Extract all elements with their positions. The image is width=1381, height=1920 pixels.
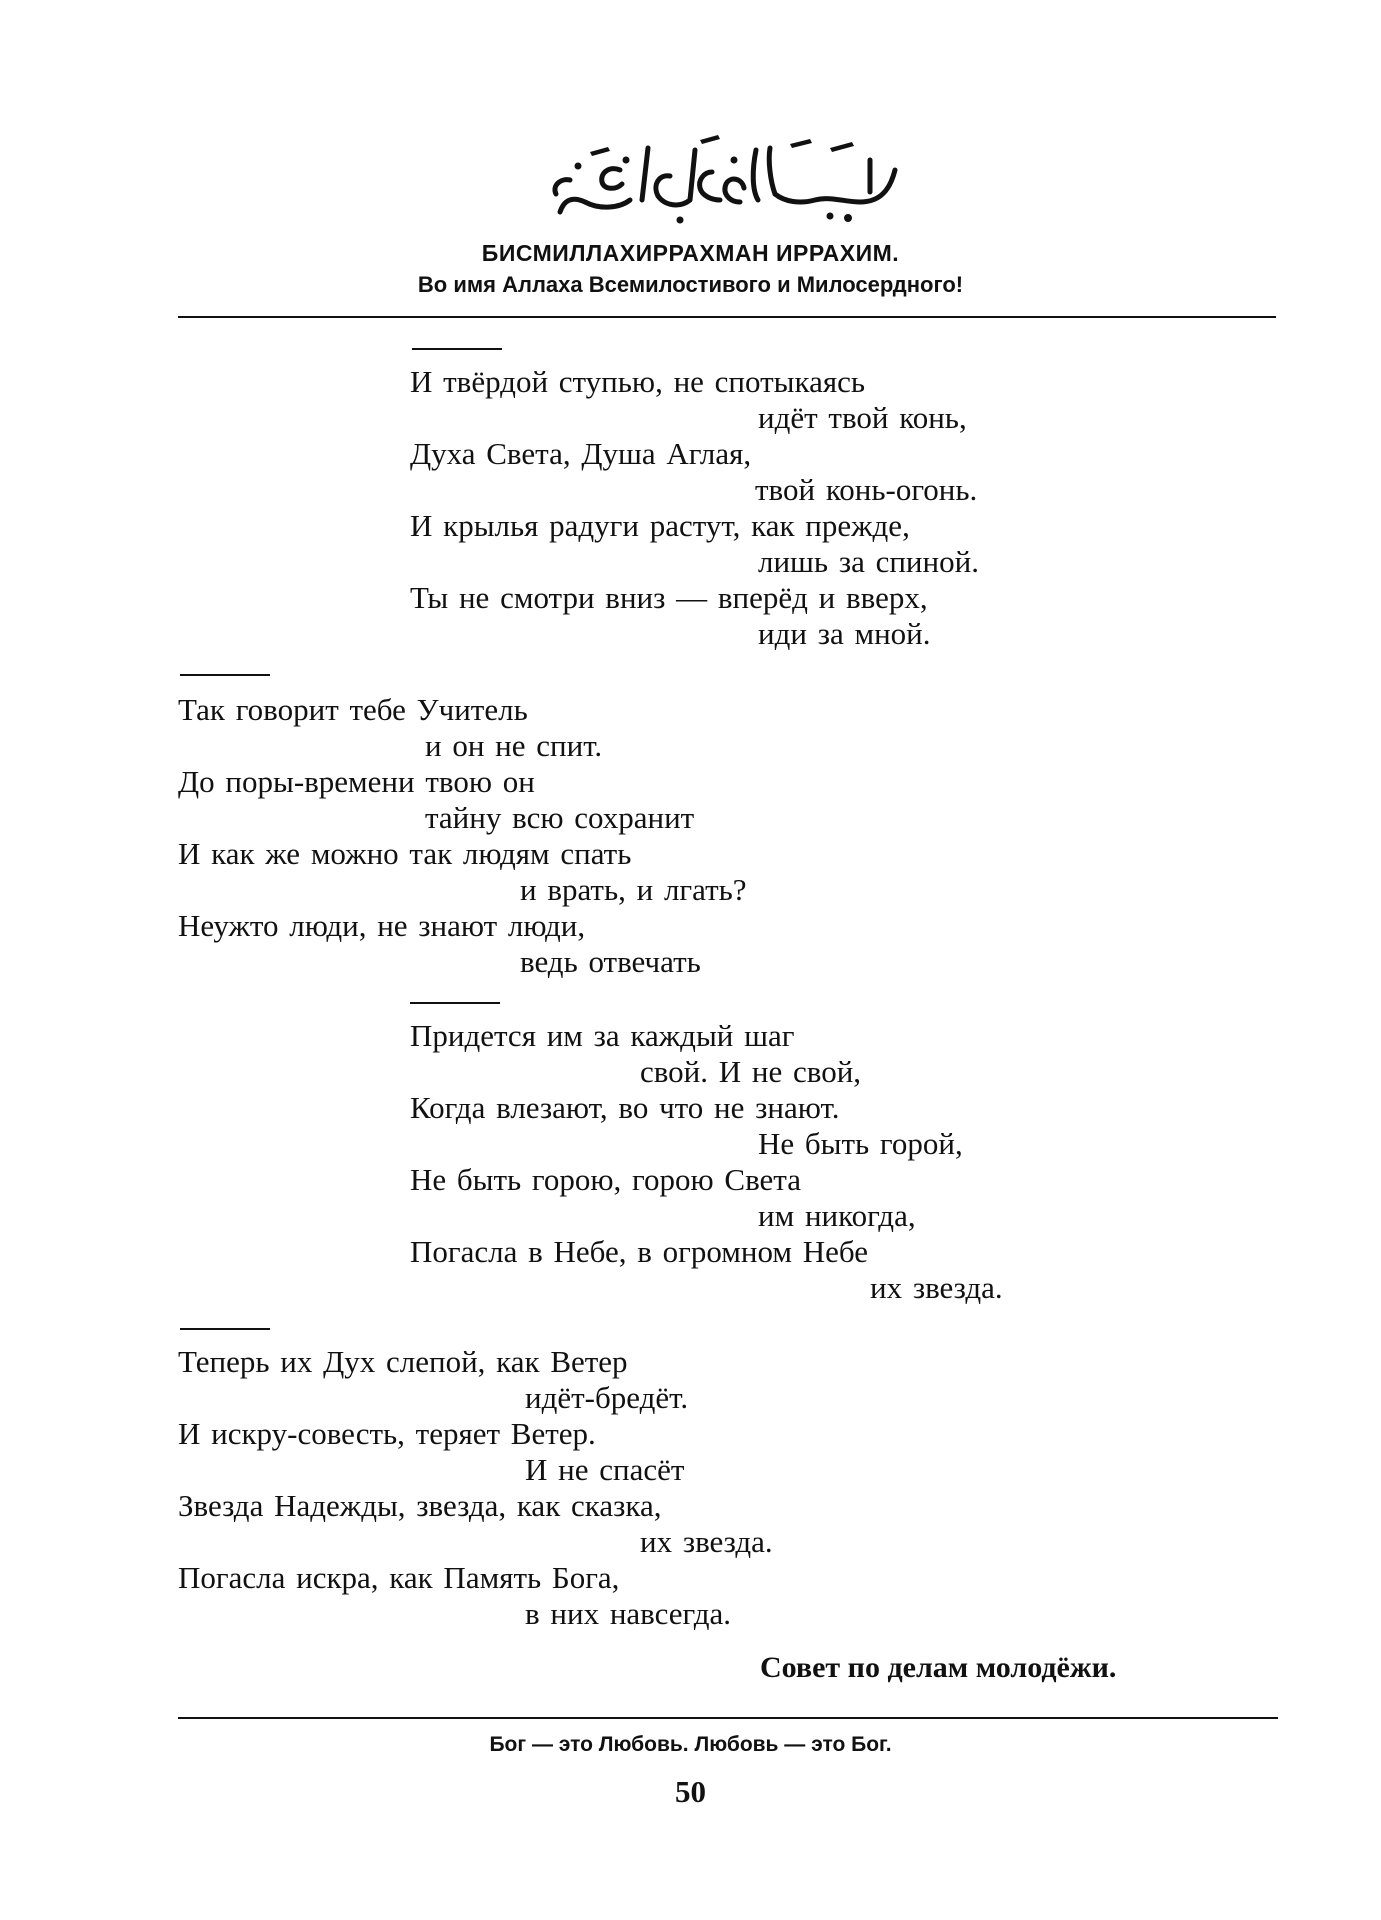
footer-motto: Бог — это Любовь. Любовь — это Бог. [489, 1733, 892, 1756]
verse-line: Не быть горою, горою Света [410, 1162, 801, 1197]
header-title: БИСМИЛЛАХИРРАХМАН ИРРАХИМ. [481, 240, 900, 266]
stanza-separator [180, 674, 270, 676]
verse-line: И твёрдой ступью, не спотыкаясь [410, 364, 865, 399]
verse-line: Звезда Надежды, звезда, как сказка, [178, 1488, 662, 1523]
page-number: 50 [675, 1774, 706, 1809]
header-subtitle: Во имя Аллаха Всемилостивого и Милосердного! [417, 272, 964, 297]
verse-line: и он не спит. [425, 728, 603, 763]
verse-line: И как же можно так людям спать [178, 836, 632, 871]
verse-line: Теперь их Дух слепой, как Ветер [178, 1344, 628, 1379]
verse-line: Когда влезают, во что не знают. [410, 1090, 840, 1125]
verse-line: твой конь-огонь. [755, 472, 978, 507]
verse-line: тайну всю сохранит [425, 800, 695, 835]
footer-divider [178, 1717, 1278, 1719]
verse-line: Неужто люди, не знают люди, [178, 908, 586, 943]
verse-line: Погасла в Небе, в огромном Небе [410, 1234, 869, 1269]
verse-line: идёт твой конь, [758, 400, 967, 435]
verse-line: им никогда, [758, 1198, 916, 1233]
signature: Совет по делам молодёжи. [760, 1651, 1117, 1684]
verse-line: их звезда. [640, 1524, 773, 1559]
verse-line: их звезда. [870, 1270, 1003, 1305]
verse-line: И крылья радуги растут, как прежде, [410, 508, 910, 543]
stanza-separator [412, 348, 502, 350]
verse-line: Ты не смотри вниз — вперёд и вверх, [410, 580, 928, 615]
verse-line: лишь за спиной. [758, 544, 979, 579]
verse-line: идёт-бредёт. [525, 1380, 689, 1415]
verse-line: Погасла искра, как Память Бога, [178, 1560, 620, 1595]
verse-line: и врать, и лгать? [520, 872, 747, 907]
verse-line: ведь отвечать [520, 944, 701, 979]
verse-line: в них навсегда. [525, 1596, 731, 1631]
verse-line: До поры-времени твою он [178, 764, 535, 799]
verse-line: И искру-совесть, теряет Ветер. [178, 1416, 596, 1451]
stanza-separator [410, 1002, 500, 1004]
verse-line: И не спасёт [525, 1452, 685, 1487]
basmala-calligraphy [530, 130, 910, 230]
stanza-separator [180, 1328, 270, 1330]
verse-line: Придется им за каждый шаг [410, 1018, 795, 1053]
verse-line: Не быть горой, [758, 1126, 963, 1161]
header-divider [178, 316, 1276, 318]
verse-line: иди за мной. [758, 616, 931, 651]
verse-line: Так говорит тебе Учитель [178, 692, 528, 727]
verse-line: Духа Света, Душа Аглая, [410, 436, 752, 471]
verse-line: свой. И не свой, [640, 1054, 862, 1089]
